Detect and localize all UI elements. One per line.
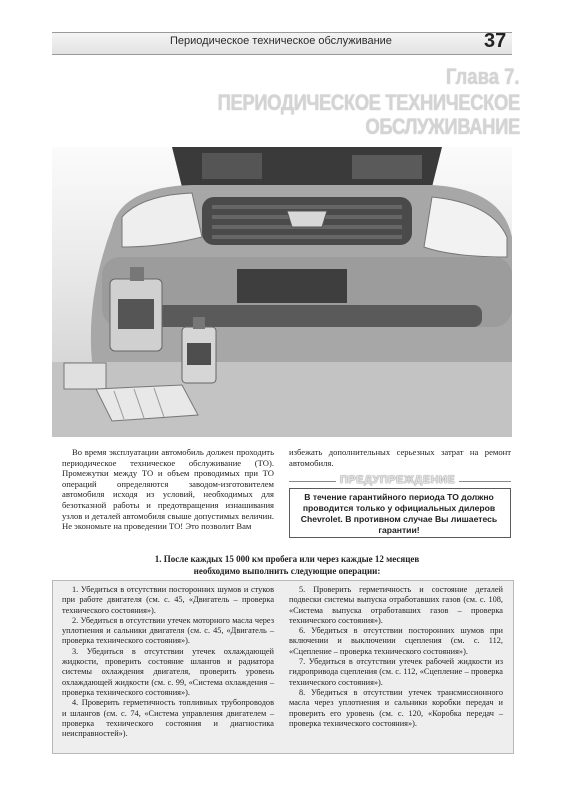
intro-paragraph-right: избежать дополнительных серьезных затрат на ремонт автомобиля. bbox=[289, 447, 511, 468]
car-maintenance-photo bbox=[52, 147, 512, 437]
operation-item: 2. Убедиться в отсутствии утечек моторного масла через уплотнения и сальники двигателя (см. с. 45, «Двигатель – проверка технического состояния»). bbox=[62, 615, 274, 646]
chapter-title bbox=[218, 91, 520, 139]
operation-item: 8. Убедиться в отсутствии утечек трансмиссионного масла через уплотнения и сальники коробки передач и проверить его уровень (см. с. 120, «Коробка передач – проверка технического состояния»). bbox=[289, 687, 503, 728]
operation-item: 1. Убедиться в отсутствии посторонних шумов и стуков при работе двигателя (см. с. 45, «Двигатель – проверка технического состояния»). bbox=[62, 585, 274, 615]
chapter-title-line-1: ПЕРИОДИЧЕСКОЕ ТЕХНИЧЕСКОЕ bbox=[217, 90, 520, 115]
operation-item: 5. Проверить герметичность и состояние деталей подвески системы выпуска отработавших газов (см. с. 108, «Система выпуска отработавших газов – проверка технического состояния»). bbox=[289, 585, 503, 625]
operations-right-column bbox=[289, 585, 503, 729]
section-heading bbox=[62, 554, 512, 577]
operation-item: 4. Проверить герметичность топливных трубопроводов и шлангов (см. с. 74, «Система управления двигателем – проверка технического состояния и диагностика неисправностей»). bbox=[62, 698, 274, 739]
chapter-title-line-2: ОБСЛУЖИВАНИЕ bbox=[365, 114, 520, 139]
operation-item: 3. Убедиться в отсутствии утечек охлаждающей жидкости, проверить состояние шлангов и радиатора системы охлаждения двигателя, проверить уровень охлаждающей жидкости (см. с. 99, «Система охлаждения – проверка технического состояния»). bbox=[62, 646, 274, 697]
operation-item: 6. Убедиться в отсутствии посторонних шумов при включении и выключении сцепления (см. с. 112, «Сцепление – проверка технического состояния»). bbox=[289, 626, 503, 656]
engine-part bbox=[352, 155, 422, 179]
section-heading-line-2: необходимо выполнить следующие операции: bbox=[193, 565, 381, 576]
page-number: 37 bbox=[484, 30, 507, 52]
warning-heading: ПРЕДУПРЕЖДЕНИЕ bbox=[336, 474, 459, 486]
license-plate-mount bbox=[237, 269, 347, 303]
section-heading-line-1: 1. После каждых 15 000 км пробега или через каждые 12 месяцев bbox=[154, 554, 420, 564]
running-header-title: Периодическое техническое обслуживание bbox=[170, 35, 392, 47]
chevrolet-logo bbox=[287, 211, 327, 227]
warning-text: В течение гарантийного периода ТО должно проводится только у официальных дилеров Chevrolet. В противном случае Вы лишаетесь гарантии! bbox=[300, 492, 498, 535]
oil-filter-box bbox=[64, 363, 106, 389]
air-filter bbox=[96, 385, 198, 421]
chapter-label: Глава 7. bbox=[446, 64, 520, 89]
operations-left-column bbox=[62, 585, 274, 739]
car-front-illustration bbox=[52, 147, 512, 437]
engine-part bbox=[202, 153, 262, 179]
intro-paragraph-left: Во время эксплуатации автомобиль должен проходить периодическое техническое обслуживание (ТО). Промежутки между ТО и объем проводимых при ТО операций определяются заводом-изготовителем автомобиля исходя из условий, необходимых для безотказной работы и предотвращения изнашивания узлов и деталей автомобиля свыше допустимых величин. Не экономьте на проведении ТО! Это позволит Вам bbox=[62, 447, 274, 532]
operation-item: 7. Убедиться в отсутствии утечек рабочей жидкости из гидропривода сцепления (см. с. 112, «Сцепление – проверка технического состояния»). bbox=[289, 657, 503, 687]
